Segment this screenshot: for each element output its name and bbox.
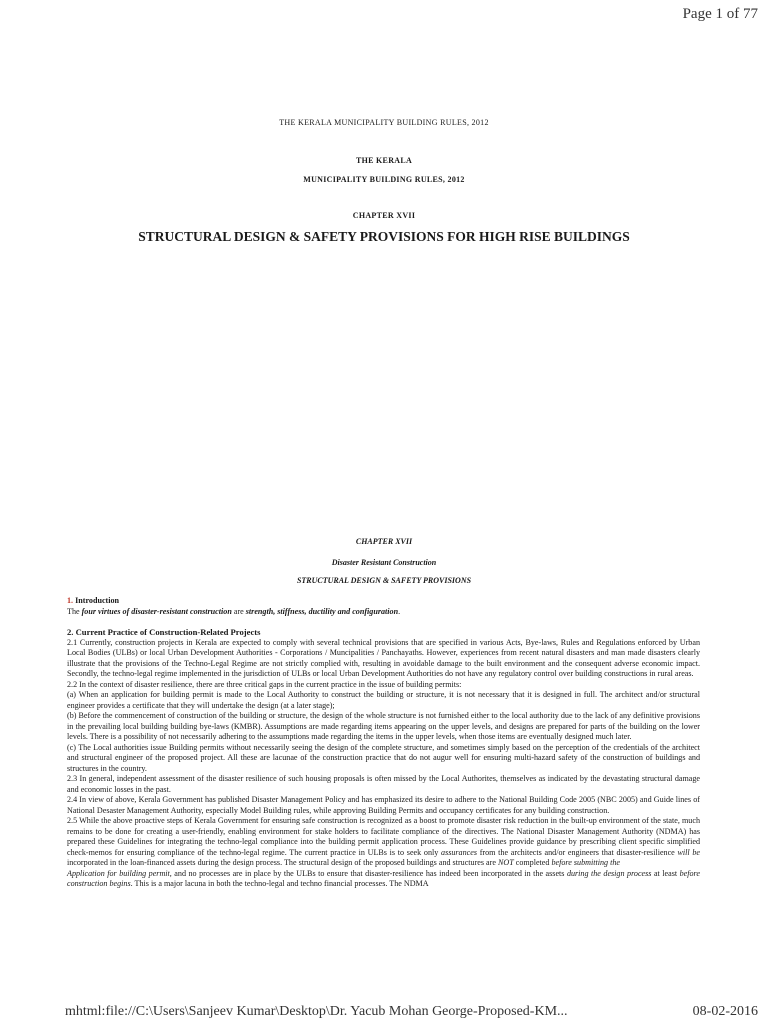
p25-mid2: incorporated in the loan-financed assets during the design process. The structural design of the proposed buildings and structures are	[67, 858, 498, 867]
current-practice-section	[67, 627, 700, 890]
paragraph-2-1: 2.1 Currently, construction projects in Kerala are expected to comply with several technical provisions that are specified in various Acts, Bye-laws, Rules and Regulations enforced by Urban Local Bodies (ULBs) or local Urban Development Authorities - Corporations / Muncipalities / Panchayaths. However, experiences from recent natural disasters and man made disasters clearly illustrate that the provisions of the Techno-Legal Regime are not strictly complied with, resulting in avoidable damage to the built environment and the consequent adverse economic impact. Secondly, the techno-legal regime implemented in the jurisdiction of ULBs or local Urban Development Authorities do not have any regulatory control over building constructions in rural areas.	[67, 637, 700, 678]
intro-text-end: .	[398, 606, 401, 616]
p25-em-assurances: assurances	[441, 847, 477, 857]
p25-end: . This is a major lacuna in both the techno-legal and techno financial processes. The NDMA	[130, 879, 429, 888]
paragraph-2-4: 2.4 In view of above, Kerala Government has published Disaster Management Policy and has emphasized its desire to adhere to the National Building Code 2005 (NBC 2005) and Guide lines of National Desaster Management Authority, especially Model Building rules, while approving Building Permits and occupancy certificates for any building construction.	[67, 795, 700, 815]
chapter-label: CHAPTER XVII	[352, 211, 416, 220]
introduction-heading	[67, 596, 700, 607]
p25-mid3: completed	[513, 858, 552, 867]
paragraph-2-2-b: (b) Before the commencement of construction of the building or structure, the design of the whole structure is not furnished either to the local authority due to the lack of any definitive provisions in the prevailing local building building bye-laws (KMBR). Assumptions are made regarding items appearing on the upper levels, and designs are prepared for parts of the building on the lower levels. There is a possibility of not necessarily adhering to the assumptions made regarding the items in the upper levels, when those items are eventually designed much later.	[67, 711, 700, 741]
document-title-line2: MUNICIPALITY BUILDING RULES, 2012	[303, 175, 465, 184]
chapter-label-2: CHAPTER XVII	[355, 537, 413, 546]
introduction-sentence	[67, 607, 700, 618]
p25-em-will-be: will be	[677, 847, 701, 857]
introduction-heading-text: Introduction	[75, 596, 120, 605]
p25-em-before-submitting: before submitting the	[551, 858, 620, 867]
current-practice-heading: 2. Current Practice of Construction-Related Projects	[67, 627, 261, 637]
p25-mid4: , and no processes are in place by the ULBs to ensure that disaster-resilience has indeed been incorporated in the assets	[169, 868, 567, 878]
p25-start: 2.5 While the above proactive steps of Kerala Government for ensuring safe construction is recognized as a boost to promote disaster risk reduction in the built-up environment of the state, much remains to be done for creating a user-friendly, enabling environment for stake holders to facilitate compliance of the directives. The National Disaster Management Authority (NDMA) has prepared these Guidelines for integrating the techno-legal compliance into the building permit application process. These Guidelines provide guidance by prescribing client specific simplified check-memos for ensuring compliance of the techno-legal regime. The current practice in ULBs is to seek only	[67, 816, 700, 857]
print-footer	[0, 1004, 768, 1024]
chapter-subtitle: Disaster Resistant Construction	[331, 558, 437, 567]
document-title-line1: THE KERALA	[355, 156, 413, 165]
intro-text-mid: are	[231, 606, 246, 616]
paragraph-2-5	[67, 816, 700, 890]
running-title: THE KERALA MUNICIPALITY BUILDING RULES, 2012	[279, 118, 489, 127]
footer-date: 08-02-2016	[692, 1004, 758, 1019]
chapter-title: STRUCTURAL DESIGN & SAFETY PROVISIONS FOR HIGH RISE BUILDINGS	[138, 229, 630, 244]
introduction-section	[67, 596, 700, 617]
p25-em-design-process: during the design process	[566, 868, 652, 878]
footer-file-path: mhtml:file://C:\Users\Sanjeev Kumar\Desktop\Dr. Yacub Mohan George-Proposed-KM...	[65, 1004, 568, 1019]
paragraph-2-2-a: (a) When an application for building permit is made to the Local Authority to construct the building or structure, it is not necessary that it is designed in full. The architect and/or structural engineer provides a certificate that they will undertake the design (at a later stage);	[67, 690, 700, 710]
paragraph-2-3: 2.3 In general, independent assessment of the disaster resilience of such housing proposals is often missed by the Local Authorites, themselves as indicated by the devastating structural damage and economic losses in the past.	[67, 774, 700, 794]
p25-em-not: NOT	[497, 858, 514, 867]
intro-text-start: The	[67, 606, 82, 616]
page-indicator: Page 1 of 77	[682, 6, 758, 22]
p25-em-application: Application for building permit	[67, 868, 170, 878]
p25-mid5: at least	[651, 868, 680, 878]
intro-phrase-virtues: four virtues of disaster-resistant construction	[81, 606, 232, 616]
intro-phrase-qualities: strength, stiffness, ductility and configuration	[245, 606, 399, 616]
paragraph-2-2: 2.2 In the context of disaster resilience, there are three critical gaps in the current practice in the issue of building permits:	[67, 679, 462, 689]
paragraph-2-2-c: (c) The Local authorities issue Building permits without necessarily seeing the design of the complete structure, and sometimes simply based on the perception of the credentials of the architect and structural engineer of the proposed project. All these are lacunae of the construction practice that do not augur well for ensuring multi-hazard safety of the construction of buildings and structures in the country.	[67, 742, 700, 773]
introduction-number: 1.	[67, 596, 74, 605]
section-title: STRUCTURAL DESIGN & SAFETY PROVISIONS	[296, 576, 472, 585]
p25-em-before-construction: before construction begins	[67, 868, 700, 888]
p25-mid1: from the architects and/or engineers that disaster-resilience	[477, 847, 678, 857]
